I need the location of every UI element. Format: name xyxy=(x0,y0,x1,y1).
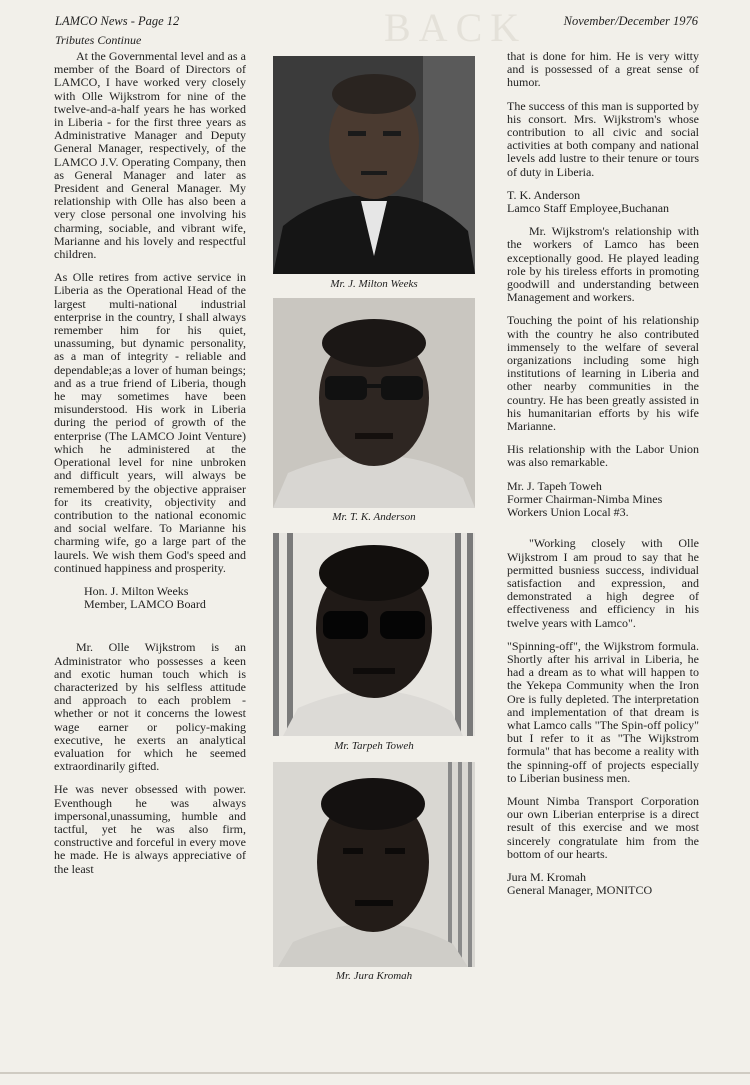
paragraph: that is done for him. He is very witty and is possessed of a great sense of humor. xyxy=(507,49,699,90)
page-header-left: LAMCO News - Page 12 xyxy=(55,14,180,28)
paragraph: Mr. Wijkstrom's relationship with the workers of Lamco has been exceptionally good. He played leading role by his tireless efforts in promoting goodwill and understanding between Management and workers. xyxy=(507,224,699,305)
signature-block xyxy=(507,189,699,215)
photo-jura-kromah xyxy=(273,762,475,967)
signature-title: Former Chairman-Nimba Mines xyxy=(507,491,663,506)
signature-name: Hon. J. Milton Weeks xyxy=(84,583,189,598)
page-header-date: November/December 1976 xyxy=(563,14,698,28)
paragraph: "Working closely with Olle Wijkstrom I am proud to say that he permitted busniess success, individual satisfaction and expression, and demonstrated a high degree of effectiveness and efficiency in his twelve years with Lamco". xyxy=(507,536,699,630)
watermark: BACK xyxy=(384,5,528,50)
signature-block xyxy=(54,585,246,611)
paragraph: Touching the point of his relationship with the country he also contributed immensely to the welfare of several organizations including some high institutions of learning in Liberia and other nearby communities in the country. He has been greatly assisted in his humanitarian efforts by his wife Marianne. xyxy=(507,313,699,434)
portrait-photo-sunglasses xyxy=(273,533,475,736)
signature-name: Jura M. Kromah xyxy=(507,869,586,884)
right-column xyxy=(507,50,699,907)
photo-caption: Mr. T. K. Anderson xyxy=(332,511,416,523)
signature-block xyxy=(507,480,699,520)
signature-name: T. K. Anderson xyxy=(507,187,581,202)
page-bottom-edge xyxy=(0,1072,750,1074)
paragraph: "Spinning-off", the Wijkstrom formula. Shortly after his arrival in Liberia, he had a dream as to what will happen to the Yekepa Community when the Iron Ore is fully depleted. The interpretation and implementation of that dream is what Lamco calls "The Spin-off policy" but I refer to it as "The Wijkstrom formula" that has become a reality with the spinning-off of projects especially to Liberian business men. xyxy=(507,638,699,785)
paragraph: He was never obsessed with power. Eventhough he was always impersonal,unassuming, humble and tactful, yet he was also firm, constructive and forceful in every move he made. He is always appreciative of the least xyxy=(54,782,246,876)
signature-title: General Manager, MONITCO xyxy=(507,883,653,898)
portrait-photo xyxy=(273,56,475,274)
paragraph: Mount Nimba Transport Corporation our own Liberian enterprise is a direct result of this exercise and we most sincerely congratulate him from the bottom of our hearts. xyxy=(507,793,699,861)
paragraph: His relationship with the Labor Union was also remarkable. xyxy=(507,442,699,470)
portrait-photo-glasses xyxy=(273,298,475,508)
section-subtitle: Tributes Continue xyxy=(55,33,142,47)
signature-title: Member, LAMCO Board xyxy=(84,597,206,612)
photo-caption: Mr. J. Milton Weeks xyxy=(330,278,418,290)
portrait-photo xyxy=(273,762,475,967)
photo-caption: Mr. Jura Kromah xyxy=(335,970,413,982)
photo-caption: Mr. Tarpeh Toweh xyxy=(334,740,414,752)
left-column xyxy=(54,50,246,886)
paragraph: The success of this man is supported by his consort. Mrs. Wijkstrom's whose contribution to all civic and social activities at both company and national levels add lustre to their tenure or tours of duty in Liberia. xyxy=(507,98,699,179)
paragraph: Mr. Olle Wijkstrom is an Administrator who possesses a keen and exotic human touch which is characterized by his selfless attitude and approach to each problem - whether or not it concerns the lowest wage earner or policy-making executive, he exerts an analytical evaluation for which he seemed extraordinarily gifted. xyxy=(54,640,246,774)
signature-title: Lamco Staff Employee,Buchanan xyxy=(507,201,670,216)
signature-name: Mr. J. Tapeh Toweh xyxy=(507,478,602,493)
signature-block xyxy=(507,871,699,897)
signature-title: Workers Union Local #3. xyxy=(507,505,629,520)
photo-tk-anderson xyxy=(273,298,475,508)
paragraph: At the Governmental level and as a member of the Board of Directors of LAMCO, I have worked very closely with Olle Wijkstrom for nine of the twelve-and-a-half years he has worked in Liberia - for the first three years as Administrative Manager and Deputy General Manager, respectively, of the LAMCO J.V. Operating Company, then as General Manager and later as President and General Manager. My relationship with Olle has also been a very close personal one involving his charming, sociable, and vibrant wife, Marianne and his lovely and respectful children. xyxy=(54,49,246,262)
photo-milton-weeks xyxy=(273,56,475,274)
photo-tarpeh-toweh xyxy=(273,533,475,736)
paragraph: As Olle retires from active service in Liberia as the Operational Head of the largest multi-national industrial enterprise in the country, I shall always remember him for his quiet, unassuming, but dynamic personality, as a man of integrity - reliable and dependable;as a lover of human beings; and as a true friend of Liberia, though he may sometimes have been misunderstood. His work in Liberia during the period of growth of the enterprise (The LAMCO Joint Venture) which he administered at the Operational level for nine unbroken and difficult years, will always be remembered by the objective appraiser for its creativity, objectivity and contribution to the national economic and social welfare. To Marianne his charming wife, go a large part of the laurels. We wish them God's speed and continued happiness and prosperity. xyxy=(54,270,246,575)
